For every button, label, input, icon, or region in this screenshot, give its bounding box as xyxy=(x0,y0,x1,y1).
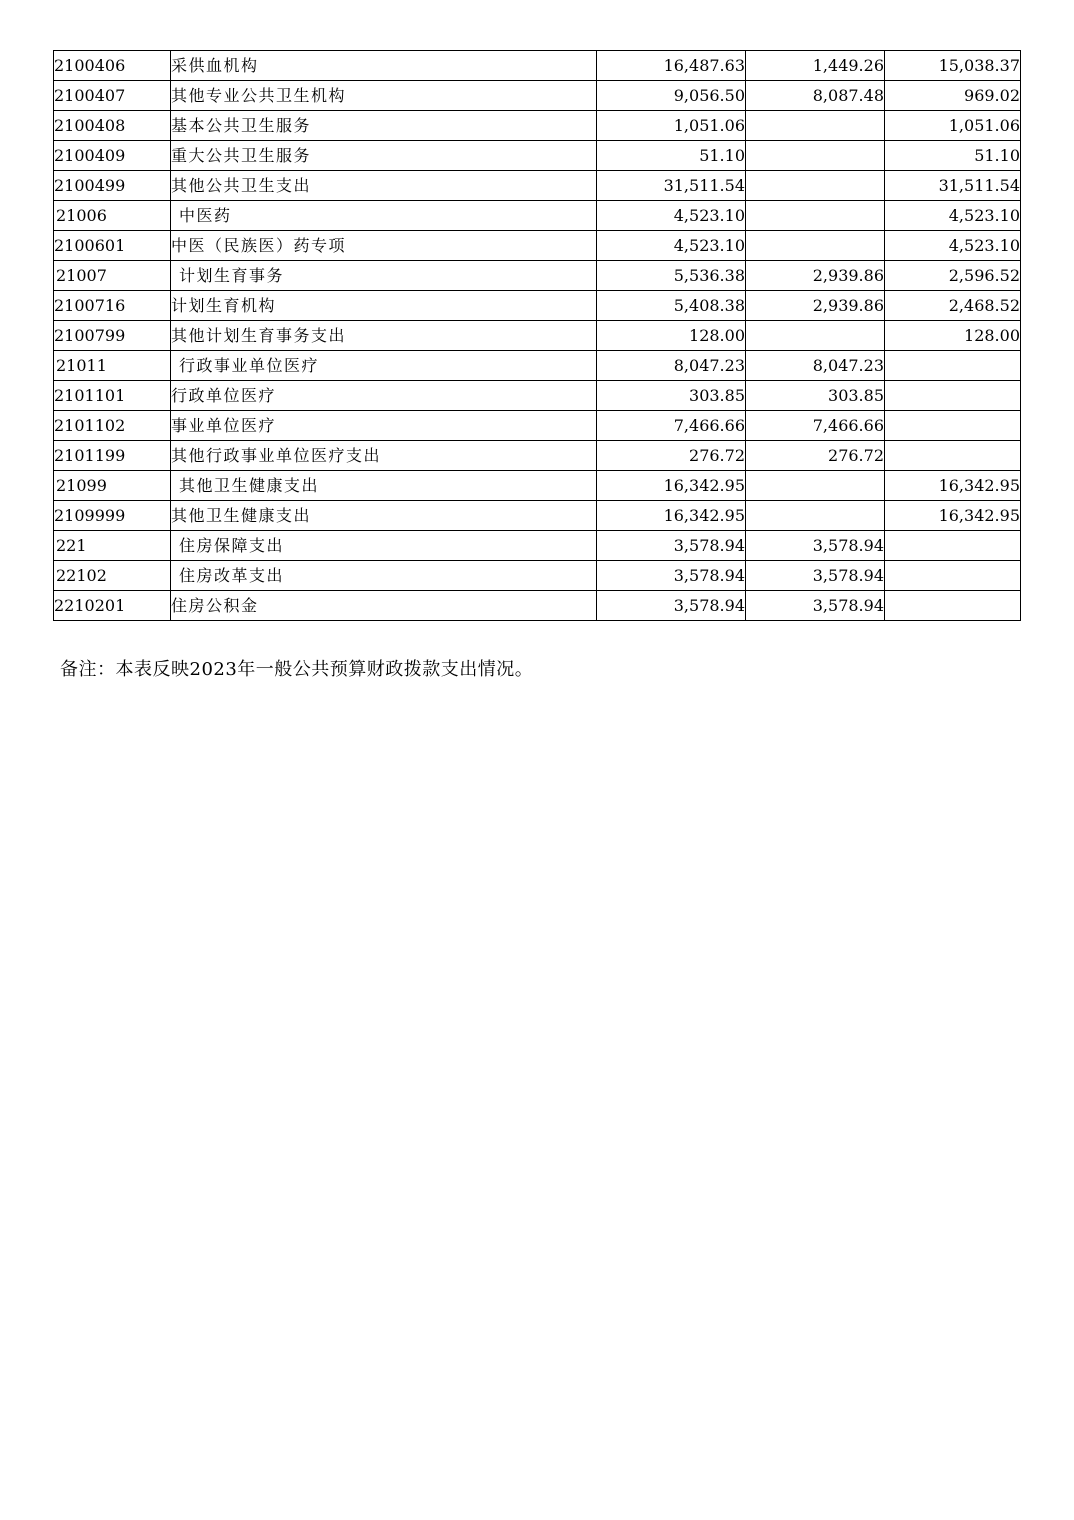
table-body xyxy=(54,51,1021,621)
project-expenditure-cell: 969.02 xyxy=(885,81,1021,111)
basic-expenditure-cell xyxy=(746,501,885,531)
basic-expenditure-cell xyxy=(746,231,885,261)
total-amount-cell: 303.85 xyxy=(597,381,746,411)
project-expenditure-cell: 31,511.54 xyxy=(885,171,1021,201)
name-cell: 基本公共卫生服务 xyxy=(171,111,597,141)
code-cell: 21099 xyxy=(54,471,171,501)
name-cell: 其他专业公共卫生机构 xyxy=(171,81,597,111)
basic-expenditure-cell: 2,939.86 xyxy=(746,261,885,291)
table-row xyxy=(54,441,1021,471)
code-cell: 2100407 xyxy=(54,81,171,111)
total-amount-cell: 5,536.38 xyxy=(597,261,746,291)
total-amount-cell: 31,511.54 xyxy=(597,171,746,201)
project-expenditure-cell xyxy=(885,561,1021,591)
table-row xyxy=(54,351,1021,381)
total-amount-cell: 8,047.23 xyxy=(597,351,746,381)
project-expenditure-cell xyxy=(885,351,1021,381)
code-cell: 21011 xyxy=(54,351,171,381)
name-cell: 行政事业单位医疗 xyxy=(171,351,597,381)
code-cell: 2100601 xyxy=(54,231,171,261)
project-expenditure-cell: 16,342.95 xyxy=(885,471,1021,501)
total-amount-cell: 3,578.94 xyxy=(597,591,746,621)
total-amount-cell: 51.10 xyxy=(597,141,746,171)
project-expenditure-cell: 16,342.95 xyxy=(885,501,1021,531)
project-expenditure-cell: 2,468.52 xyxy=(885,291,1021,321)
code-cell: 2210201 xyxy=(54,591,171,621)
basic-expenditure-cell: 1,449.26 xyxy=(746,51,885,81)
table-row xyxy=(54,381,1021,411)
table-row xyxy=(54,561,1021,591)
project-expenditure-cell xyxy=(885,411,1021,441)
total-amount-cell: 16,487.63 xyxy=(597,51,746,81)
project-expenditure-cell: 1,051.06 xyxy=(885,111,1021,141)
code-cell: 2100716 xyxy=(54,291,171,321)
name-cell: 重大公共卫生服务 xyxy=(171,141,597,171)
project-expenditure-cell: 4,523.10 xyxy=(885,231,1021,261)
basic-expenditure-cell xyxy=(746,141,885,171)
total-amount-cell: 9,056.50 xyxy=(597,81,746,111)
basic-expenditure-cell xyxy=(746,171,885,201)
code-cell: 2100406 xyxy=(54,51,171,81)
project-expenditure-cell: 2,596.52 xyxy=(885,261,1021,291)
basic-expenditure-cell: 303.85 xyxy=(746,381,885,411)
table-row xyxy=(54,201,1021,231)
project-expenditure-cell: 51.10 xyxy=(885,141,1021,171)
table-row xyxy=(54,531,1021,561)
name-cell: 中医（民族医）药专项 xyxy=(171,231,597,261)
basic-expenditure-cell: 3,578.94 xyxy=(746,561,885,591)
code-cell: 2101102 xyxy=(54,411,171,441)
basic-expenditure-cell: 2,939.86 xyxy=(746,291,885,321)
budget-expenditure-table xyxy=(53,50,1021,621)
table-row xyxy=(54,81,1021,111)
table-footnote: 备注：本表反映2023年一般公共预算财政拨款支出情况。 xyxy=(60,659,534,680)
total-amount-cell: 276.72 xyxy=(597,441,746,471)
code-cell: 2100408 xyxy=(54,111,171,141)
code-cell: 2101199 xyxy=(54,441,171,471)
project-expenditure-cell: 4,523.10 xyxy=(885,201,1021,231)
name-cell: 其他卫生健康支出 xyxy=(171,501,597,531)
budget-table-container xyxy=(53,50,1021,621)
table-row xyxy=(54,141,1021,171)
table-row xyxy=(54,501,1021,531)
code-cell: 21006 xyxy=(54,201,171,231)
code-cell: 2100499 xyxy=(54,171,171,201)
code-cell: 21007 xyxy=(54,261,171,291)
basic-expenditure-cell xyxy=(746,201,885,231)
basic-expenditure-cell xyxy=(746,321,885,351)
basic-expenditure-cell xyxy=(746,111,885,141)
name-cell: 其他公共卫生支出 xyxy=(171,171,597,201)
code-cell: 2109999 xyxy=(54,501,171,531)
total-amount-cell: 3,578.94 xyxy=(597,561,746,591)
name-cell: 中医药 xyxy=(171,201,597,231)
table-row xyxy=(54,291,1021,321)
name-cell: 采供血机构 xyxy=(171,51,597,81)
project-expenditure-cell xyxy=(885,531,1021,561)
basic-expenditure-cell: 8,087.48 xyxy=(746,81,885,111)
total-amount-cell: 16,342.95 xyxy=(597,471,746,501)
basic-expenditure-cell: 8,047.23 xyxy=(746,351,885,381)
table-row xyxy=(54,471,1021,501)
code-cell: 22102 xyxy=(54,561,171,591)
basic-expenditure-cell: 7,466.66 xyxy=(746,411,885,441)
table-row xyxy=(54,261,1021,291)
table-row xyxy=(54,411,1021,441)
basic-expenditure-cell xyxy=(746,471,885,501)
project-expenditure-cell xyxy=(885,441,1021,471)
total-amount-cell: 4,523.10 xyxy=(597,231,746,261)
table-row xyxy=(54,111,1021,141)
total-amount-cell: 7,466.66 xyxy=(597,411,746,441)
basic-expenditure-cell: 3,578.94 xyxy=(746,591,885,621)
project-expenditure-cell xyxy=(885,381,1021,411)
name-cell: 其他行政事业单位医疗支出 xyxy=(171,441,597,471)
basic-expenditure-cell: 3,578.94 xyxy=(746,531,885,561)
basic-expenditure-cell: 276.72 xyxy=(746,441,885,471)
table-row xyxy=(54,591,1021,621)
code-cell: 2100409 xyxy=(54,141,171,171)
name-cell: 住房保障支出 xyxy=(171,531,597,561)
total-amount-cell: 4,523.10 xyxy=(597,201,746,231)
name-cell: 行政单位医疗 xyxy=(171,381,597,411)
total-amount-cell: 3,578.94 xyxy=(597,531,746,561)
table-row xyxy=(54,321,1021,351)
name-cell: 住房改革支出 xyxy=(171,561,597,591)
code-cell: 2101101 xyxy=(54,381,171,411)
name-cell: 计划生育事务 xyxy=(171,261,597,291)
code-cell: 2100799 xyxy=(54,321,171,351)
table-row xyxy=(54,231,1021,261)
name-cell: 住房公积金 xyxy=(171,591,597,621)
name-cell: 事业单位医疗 xyxy=(171,411,597,441)
project-expenditure-cell: 15,038.37 xyxy=(885,51,1021,81)
total-amount-cell: 16,342.95 xyxy=(597,501,746,531)
table-row xyxy=(54,51,1021,81)
project-expenditure-cell: 128.00 xyxy=(885,321,1021,351)
code-cell: 221 xyxy=(54,531,171,561)
project-expenditure-cell xyxy=(885,591,1021,621)
total-amount-cell: 1,051.06 xyxy=(597,111,746,141)
name-cell: 计划生育机构 xyxy=(171,291,597,321)
total-amount-cell: 5,408.38 xyxy=(597,291,746,321)
table-row xyxy=(54,171,1021,201)
total-amount-cell: 128.00 xyxy=(597,321,746,351)
name-cell: 其他计划生育事务支出 xyxy=(171,321,597,351)
name-cell: 其他卫生健康支出 xyxy=(171,471,597,501)
